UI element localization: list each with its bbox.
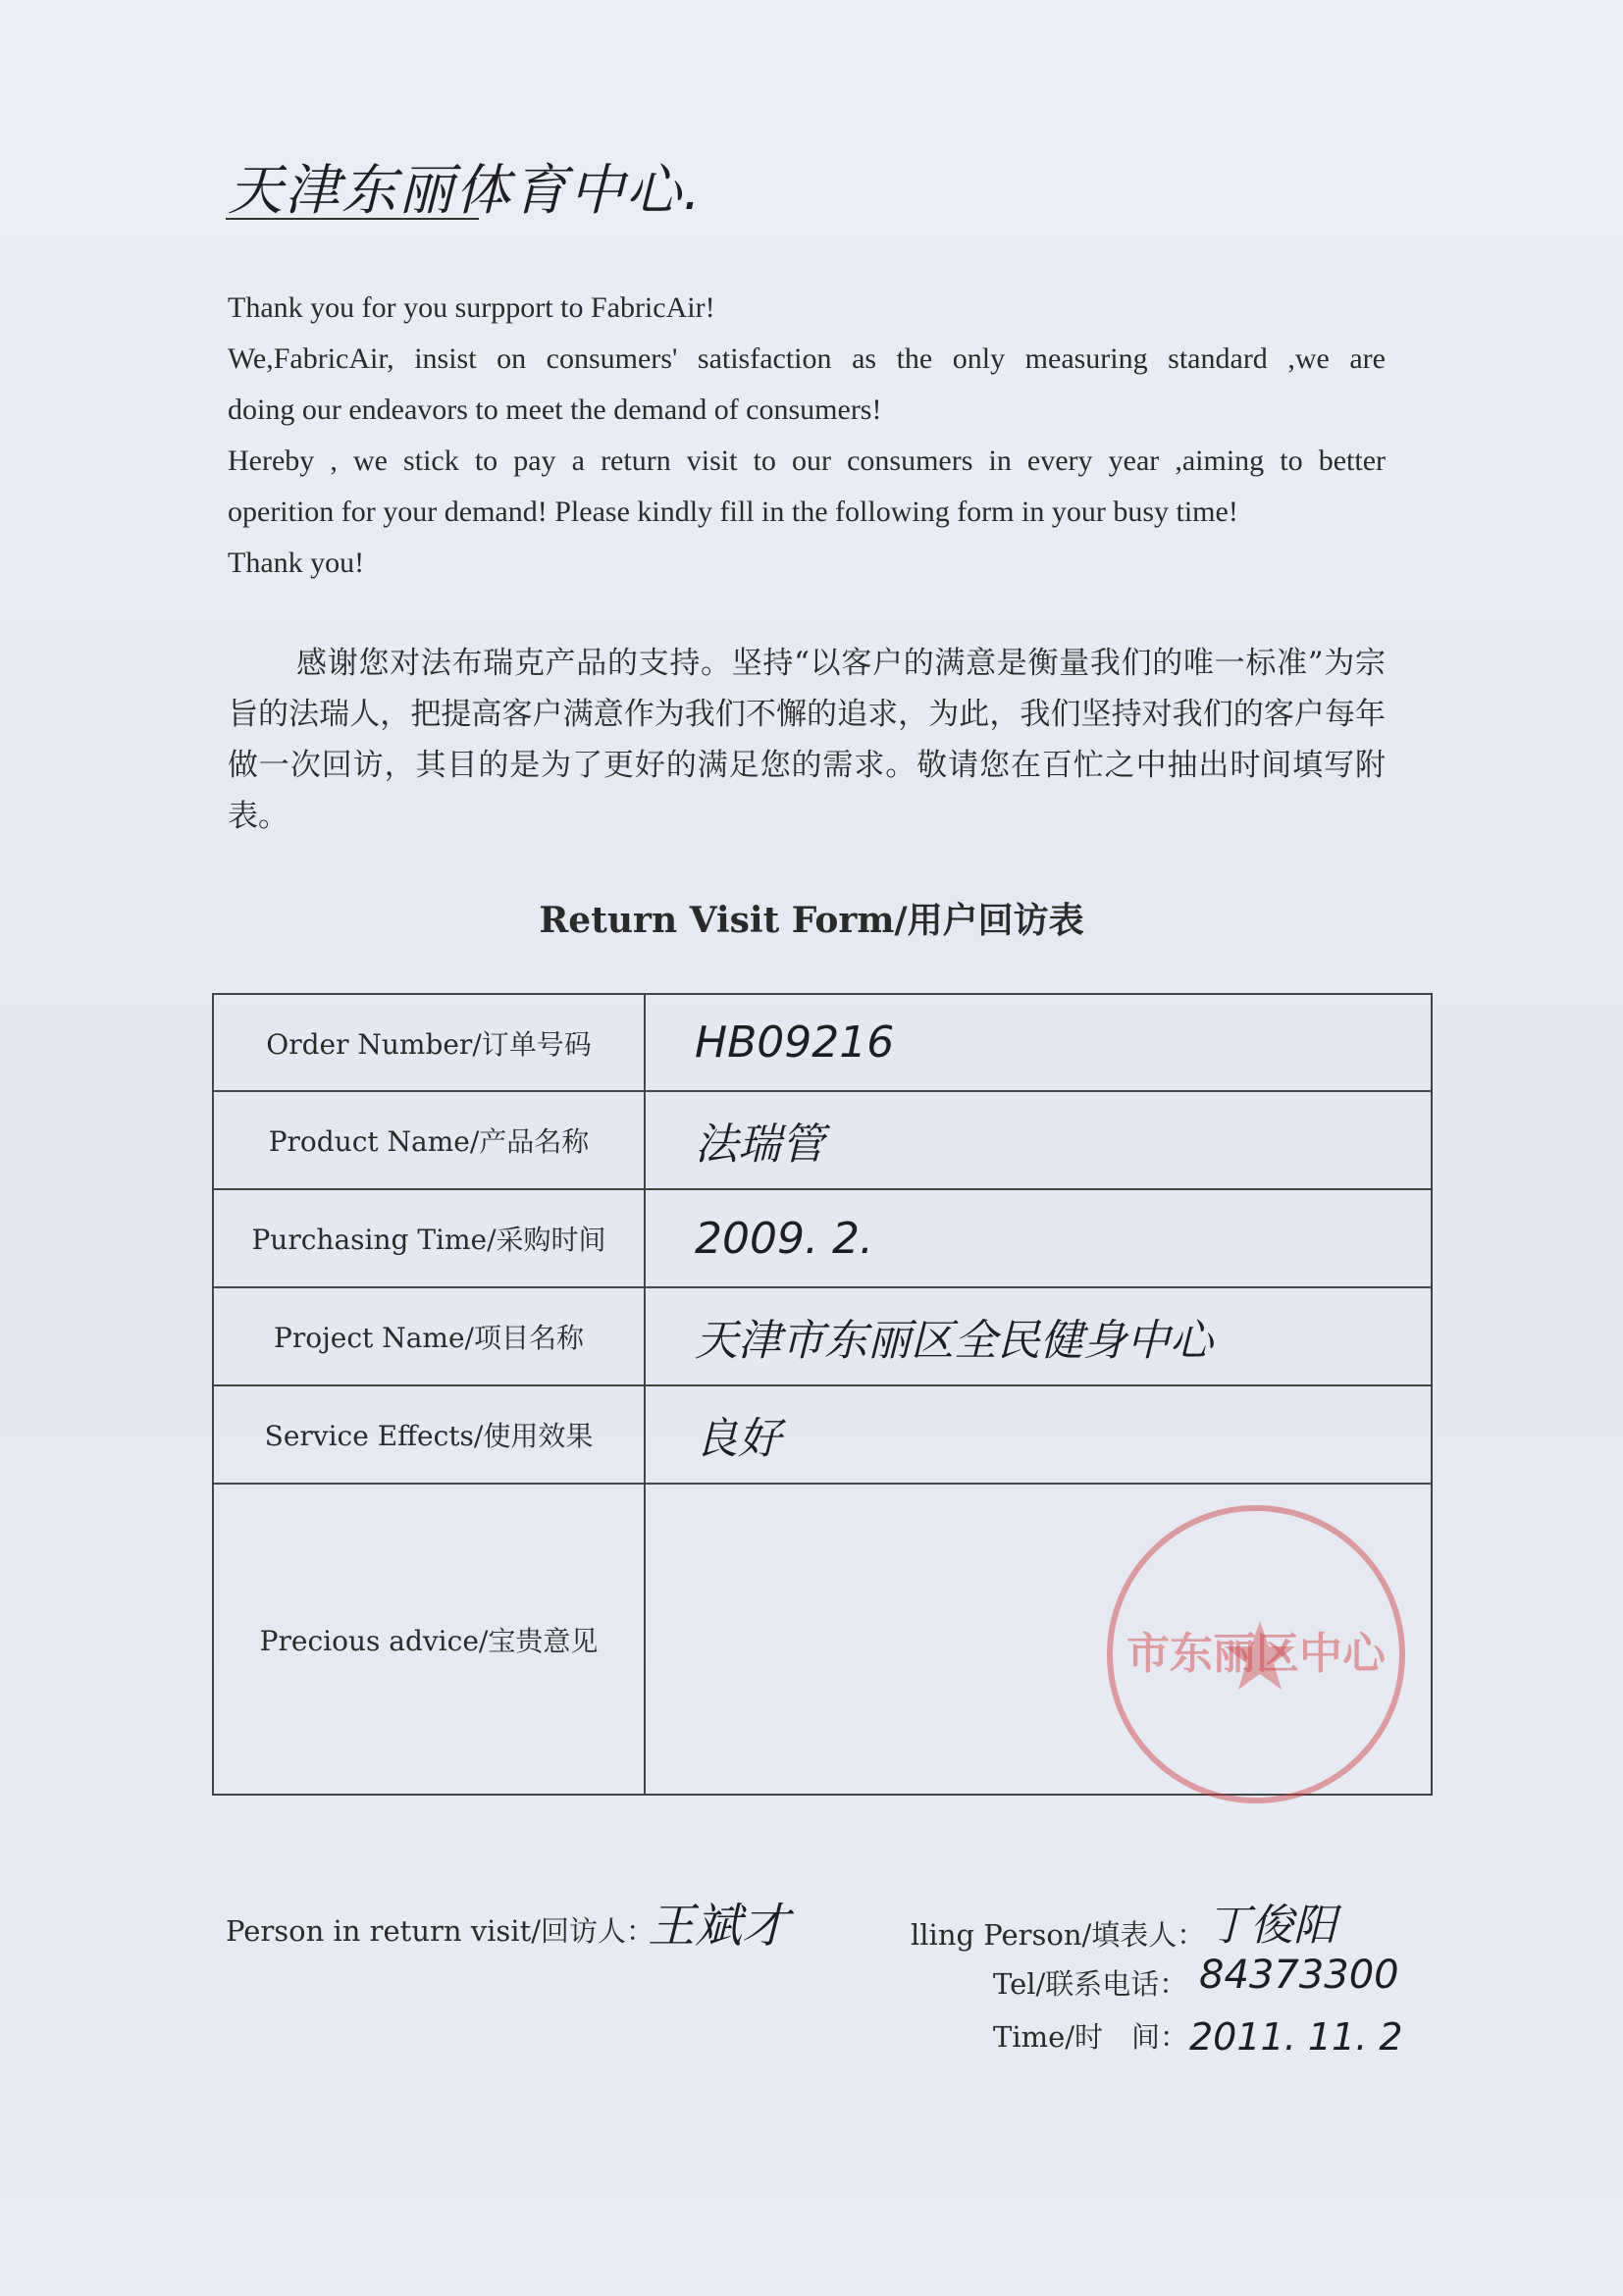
project-name-label: Project Name/项目名称 xyxy=(214,1288,646,1384)
intro-en-line-1: Thank you for you surpport to FabricAir! xyxy=(228,291,715,324)
form-title: Return Visit Form/用户回访表 xyxy=(539,900,1084,941)
time-value: 2011. 11. 2 xyxy=(1189,2015,1403,2059)
purchasing-time-label: Purchasing Time/采购时间 xyxy=(214,1190,646,1286)
precious-advice-label: Precious advice/宝贵意见 xyxy=(214,1485,646,1794)
tel-label: Tel/联系电话： xyxy=(993,1967,1188,2001)
table-row-product-name xyxy=(214,1092,1431,1190)
intro-en-line-5: operition for your demand! Please kindly fill in the following form in your busy time! xyxy=(228,496,1238,528)
order-number-label: Order Number/订单号码 xyxy=(214,995,646,1090)
project-name-value: 天津市东丽区全民健身中心 xyxy=(695,1316,1213,1366)
recipient-handwritten: 天津东丽体育中心. xyxy=(228,159,703,223)
red-seal-stamp xyxy=(1107,1505,1405,1803)
table-row-order-number xyxy=(214,995,1431,1092)
service-effects-value: 良好 xyxy=(695,1414,781,1464)
intro-cn-paragraph: 感谢您对法布瑞克产品的支持。坚持“以客户的满意是衡量我们的唯一标准”为宗旨的法瑞人，把提高客户满意作为我们不懈的追求，为此，我们坚持对我们的客户每年做一次回访，其目的是为了更好的满足您的需求。敬请您在百忙之中抽出时间填写附表。 xyxy=(228,646,1386,834)
filler-label: lling Person/填表人： xyxy=(911,1918,1206,1952)
table-row-project-name xyxy=(214,1288,1431,1386)
intro-en-line-2: We,FabricAir, insist on consumers' satisfaction as the only measuring standard ,we are xyxy=(228,342,1386,375)
intro-english xyxy=(228,283,1386,589)
recipient-underline xyxy=(226,218,479,220)
service-effects-label: Service Effects/使用效果 xyxy=(214,1386,646,1483)
intro-chinese xyxy=(228,638,1386,842)
order-number-value: HB09216 xyxy=(695,1018,895,1068)
stamp-text: 市东丽区中心 xyxy=(1126,1629,1386,1679)
table-row-service-effects xyxy=(214,1386,1431,1485)
intro-en-line-3: doing our endeavors to meet the demand of consumers! xyxy=(228,393,882,426)
tel-value: 84373300 xyxy=(1199,1953,1399,1998)
filler-signature: 丁俊阳 xyxy=(1207,1901,1336,1951)
table-row-purchasing-time xyxy=(214,1190,1431,1288)
purchasing-time-value: 2009. 2. xyxy=(695,1213,873,1264)
product-name-value: 法瑞管 xyxy=(695,1120,824,1170)
intro-en-line-4: Hereby , we stick to pay a return visit to our consumers in every year ,aiming to better xyxy=(228,444,1386,477)
intro-en-line-6: Thank you! xyxy=(228,547,365,579)
product-name-label: Product Name/产品名称 xyxy=(214,1092,646,1188)
visitor-signature: 王斌才 xyxy=(648,1899,790,1954)
time-label: Time/时 间： xyxy=(993,2020,1189,2054)
visitor-label: Person in return visit/回访人： xyxy=(226,1914,654,1948)
